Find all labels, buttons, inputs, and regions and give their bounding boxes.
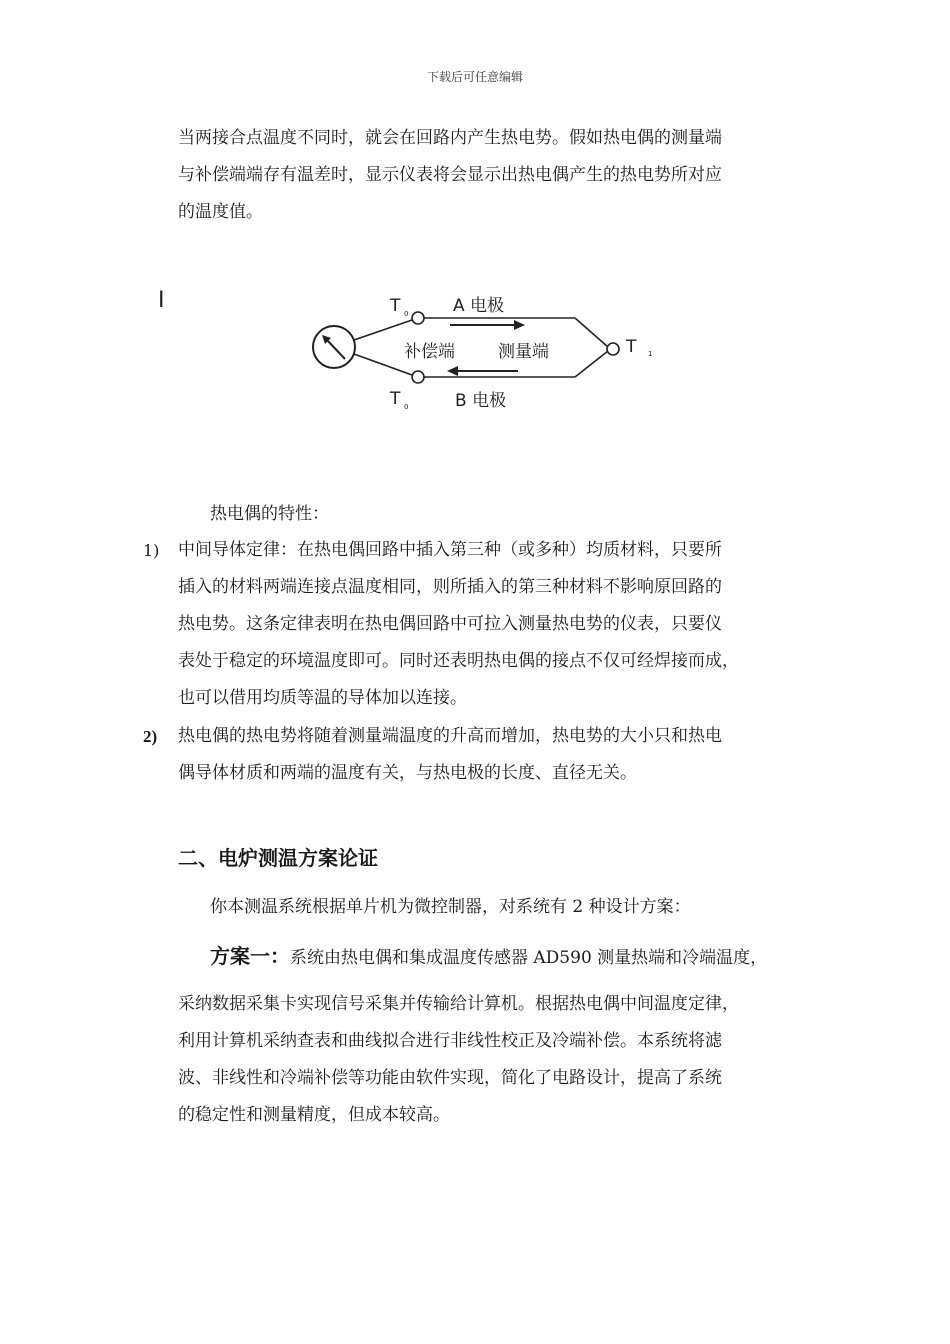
item-2-paragraph — [178, 718, 818, 792]
electrode-b-bend — [575, 351, 608, 377]
junction-t0-bottom — [412, 371, 424, 383]
item-1-line-5: 也可以借用均质等温的导体加以连接。 — [178, 688, 467, 708]
lead-wire-top — [354, 320, 412, 340]
label-t0-bottom-sub: 0 — [404, 403, 409, 411]
plan-1-lead: 方案一： — [210, 944, 290, 968]
label-b-electrode: B 电极 — [455, 391, 507, 411]
item-2-line-2: 偶导体材质和两端的温度有关，与热电极的长度、直径无关。 — [178, 763, 637, 783]
label-t0-top: T — [390, 296, 401, 316]
intro-line-2: 与补偿端端存有温差时，显示仪表将会显示出热电偶产生的热电势所对应 — [178, 165, 722, 185]
intro-line-1: 当两接合点温度不同时，就会在回路内产生热电势。假如热电偶的测量端 — [178, 128, 722, 148]
intro-line-3: 的温度值。 — [178, 202, 263, 222]
intro-paragraph — [178, 120, 818, 231]
item-1-paragraph — [178, 532, 818, 717]
plan-1-first-line-text: 系统由热电偶和集成温度传感器 AD590 测量热端和冷端温度， — [290, 948, 768, 968]
plan-1-line-3: 波、非线性和冷端补偿等功能由软件实现，简化了电路设计，提高了系统 — [178, 1068, 722, 1088]
meter-needle — [326, 339, 345, 359]
item-1-line-1: 中间导体定律：在热电偶回路中插入第三种（或多种）均质材料，只要所 — [178, 540, 722, 560]
label-t1: T — [626, 337, 637, 357]
label-meas-end: 测量端 — [498, 342, 549, 362]
item-1-number: 1) — [143, 541, 160, 560]
plan-1-line-4: 的稳定性和测量精度，但成本较高。 — [178, 1105, 450, 1125]
item-2-line-1: 热电偶的热电势将随着测量端温度的升高而增加，热电势的大小只和热电 — [178, 726, 722, 746]
label-t1-sub: 1 — [648, 350, 653, 358]
thermocouple-diagram — [150, 280, 670, 420]
item-1-line-4: 表处于稳定的环境温度即可。同时还表明热电偶的接点不仅可经焊接而成， — [178, 651, 739, 671]
plan-1-paragraph — [178, 986, 818, 1134]
text-cursor-icon: I — [158, 288, 165, 313]
electrode-a-bend — [575, 318, 608, 347]
arrow-left-icon — [447, 366, 458, 376]
label-t0-top-sub: 0 — [404, 310, 409, 318]
label-a-electrode: A 电极 — [453, 296, 505, 316]
properties-title: 热电偶的特性： — [210, 504, 329, 524]
plan-1-first-line — [210, 938, 830, 977]
plan-1-line-1: 采纳数据采集卡实现信号采集并传输给计算机。根据热电偶中间温度定律， — [178, 994, 739, 1014]
item-1-line-3: 热电势。这条定律表明在热电偶回路中可拉入测量热电势的仪表，只要仪 — [178, 614, 722, 634]
label-t0-bottom: T — [390, 389, 401, 409]
junction-t1 — [607, 343, 619, 355]
item-1-line-2: 插入的材料两端连接点温度相同，则所插入的第三种材料不影响原回路的 — [178, 577, 722, 597]
label-comp-end: 补偿端 — [404, 342, 455, 362]
junction-t0-top — [412, 312, 424, 324]
section-intro: 你本测温系统根据单片机为微控制器，对系统有 2 种设计方案： — [210, 897, 691, 917]
section-title: 二、电炉测温方案论证 — [178, 846, 378, 870]
item-2-number: 2) — [143, 727, 158, 746]
plan-1-line-2: 利用计算机采纳查表和曲线拟合进行非线性校正及冷端补偿。本系统将滤 — [178, 1031, 722, 1051]
page-header: 下载后可任意编辑 — [426, 70, 523, 84]
arrow-right-icon — [514, 320, 525, 330]
